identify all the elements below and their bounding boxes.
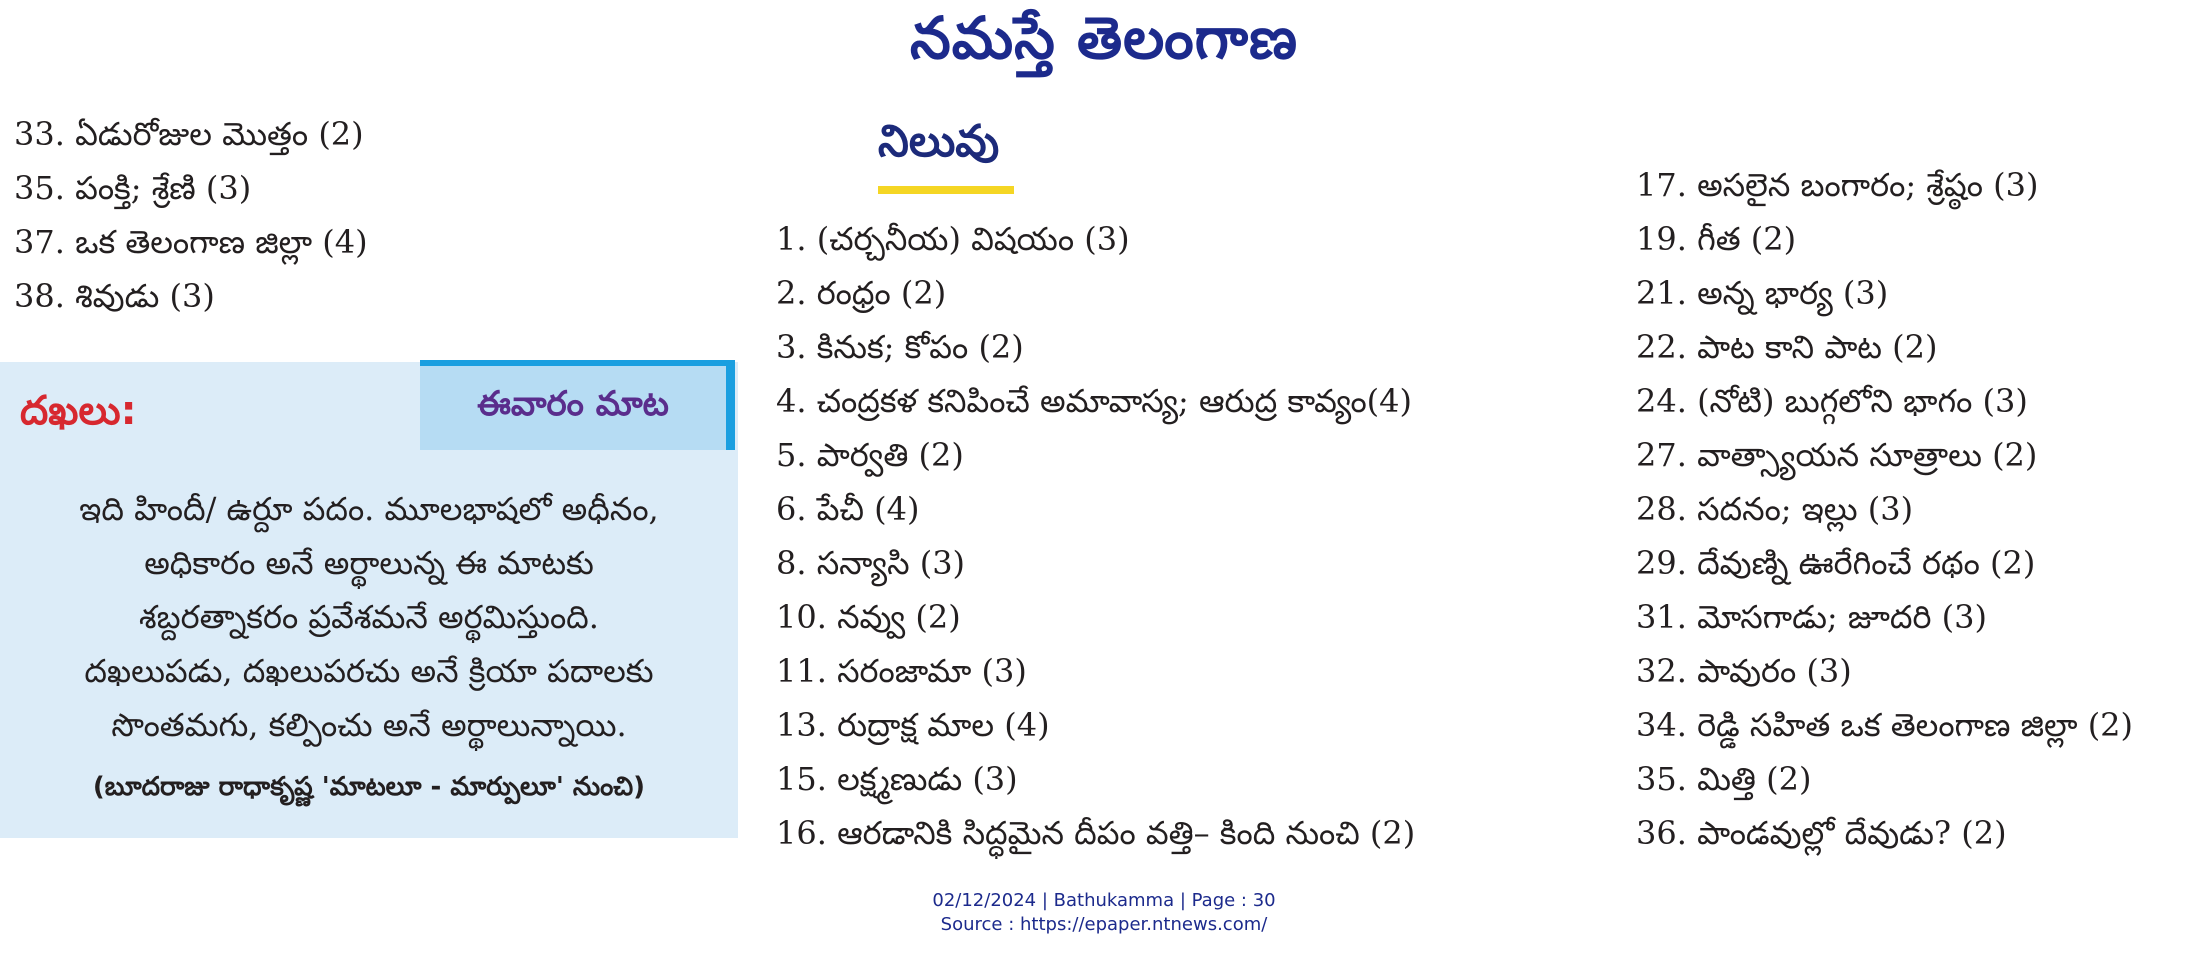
definition-line: అధికారం అనే అర్థాలున్న ఈ మాటకు (144, 544, 594, 582)
word-of-week-tab: ఈవారం మాట (420, 360, 735, 450)
clue-item: 17. అసలైన బంగారం; శ్రేష్ఠం (3) (1636, 166, 2039, 204)
clue-item: 15. లక్ష్మణుడు (3) (776, 760, 1018, 798)
definition-line: శబ్దరత్నాకరం ప్రవేశమనే అర్థమిస్తుంది. (139, 598, 599, 636)
clue-item: 31. మోసగాడు; జూదరి (3) (1636, 598, 1987, 636)
clue-item: 29. దేవుణ్ని ఊరేగించే రథం (2) (1636, 544, 2036, 582)
clue-item: 5. పార్వతి (2) (776, 436, 964, 474)
clue-item: 1. (చర్చనీయ) విషయం (3) (776, 220, 1130, 258)
clue-item: 35. మిత్తి (2) (1636, 760, 1812, 798)
masthead-title: నమస్తే తెలంగాణ (910, 4, 1298, 72)
clue-item: 3. కినుక; కోపం (2) (776, 328, 1024, 366)
clue-item: 38. శివుడు (3) (14, 277, 215, 315)
down-section-title: నిలువు (878, 116, 1000, 167)
definition-line: దఖలుపడు, దఖలుపరచు అనే క్రియా పదాలకు (84, 652, 654, 690)
word-of-week-headword: దఖలు: (20, 388, 137, 434)
clue-item: 10. నవ్వు (2) (776, 598, 961, 636)
clue-item: 19. గీత (2) (1636, 220, 1797, 258)
clue-item: 36. పాండవుల్లో దేవుడు? (2) (1636, 814, 2007, 852)
clue-item: 32. పావురం (3) (1636, 652, 1852, 690)
definition-line: సొంతమగు, కల్పించు అనే అర్థాలున్నాయి. (111, 706, 627, 744)
clue-item: 34. రెడ్డి సహిత ఒక తెలంగాణ జిల్లా (2) (1636, 706, 2134, 744)
clue-item: 22. పాట కాని పాట (2) (1636, 328, 1938, 366)
clue-item: 6. పేచీ (4) (776, 490, 920, 528)
footer-source-link[interactable]: Source : https://epaper.ntnews.com/ (940, 914, 1268, 935)
clue-item: 2. రంధ్రం (2) (776, 274, 947, 312)
clue-item: 8. సన్యాసి (3) (776, 544, 966, 582)
footer-date-page: 02/12/2024 | Bathukamma | Page : 30 (932, 890, 1276, 911)
word-of-week-definition (14, 482, 724, 752)
clue-item: 13. రుద్రాక్ష మాల (4) (776, 706, 1050, 744)
title-underline (878, 186, 1014, 194)
down-clues-column-1 (776, 212, 1415, 860)
clue-item: 27. వాత్స్యాయన సూత్రాలు (2) (1636, 436, 2038, 474)
clue-item: 21. అన్న భార్య (3) (1636, 274, 1889, 312)
clue-item: 35. పంక్తి; శ్రేణి (3) (14, 169, 252, 207)
word-of-week-source: (బూదరాజు రాధాకృష్ణ 'మాటలూ - మార్పులూ' నుంచి) (92, 772, 646, 802)
clue-item: 16. ఆరడానికి సిద్ధమైన దీపం వత్తి– కింది నుంచి (2) (776, 814, 1416, 852)
clue-item: 37. ఒక తెలంగాణ జిల్లా (4) (14, 223, 368, 261)
clue-item: 11. సరంజామా (3) (776, 652, 1027, 690)
clue-item: 28. సదనం; ఇల్లు (3) (1636, 490, 1914, 528)
clue-item: 33. ఏడురోజుల మొత్తం (2) (14, 115, 364, 153)
down-clues-column-2 (1636, 158, 2133, 860)
clue-item: 24. (నోటి) బుగ్గలోని భాగం (3) (1636, 382, 2028, 420)
definition-line: ఇది హిందీ/ ఉర్దూ పదం. మూలభాషలో అధీనం, (79, 490, 659, 528)
clue-item: 4. చంద్రకళ కనిపించే అమావాస్య; ఆరుద్ర కావ్యం(4) (776, 382, 1412, 420)
across-clues-continued (14, 107, 368, 323)
